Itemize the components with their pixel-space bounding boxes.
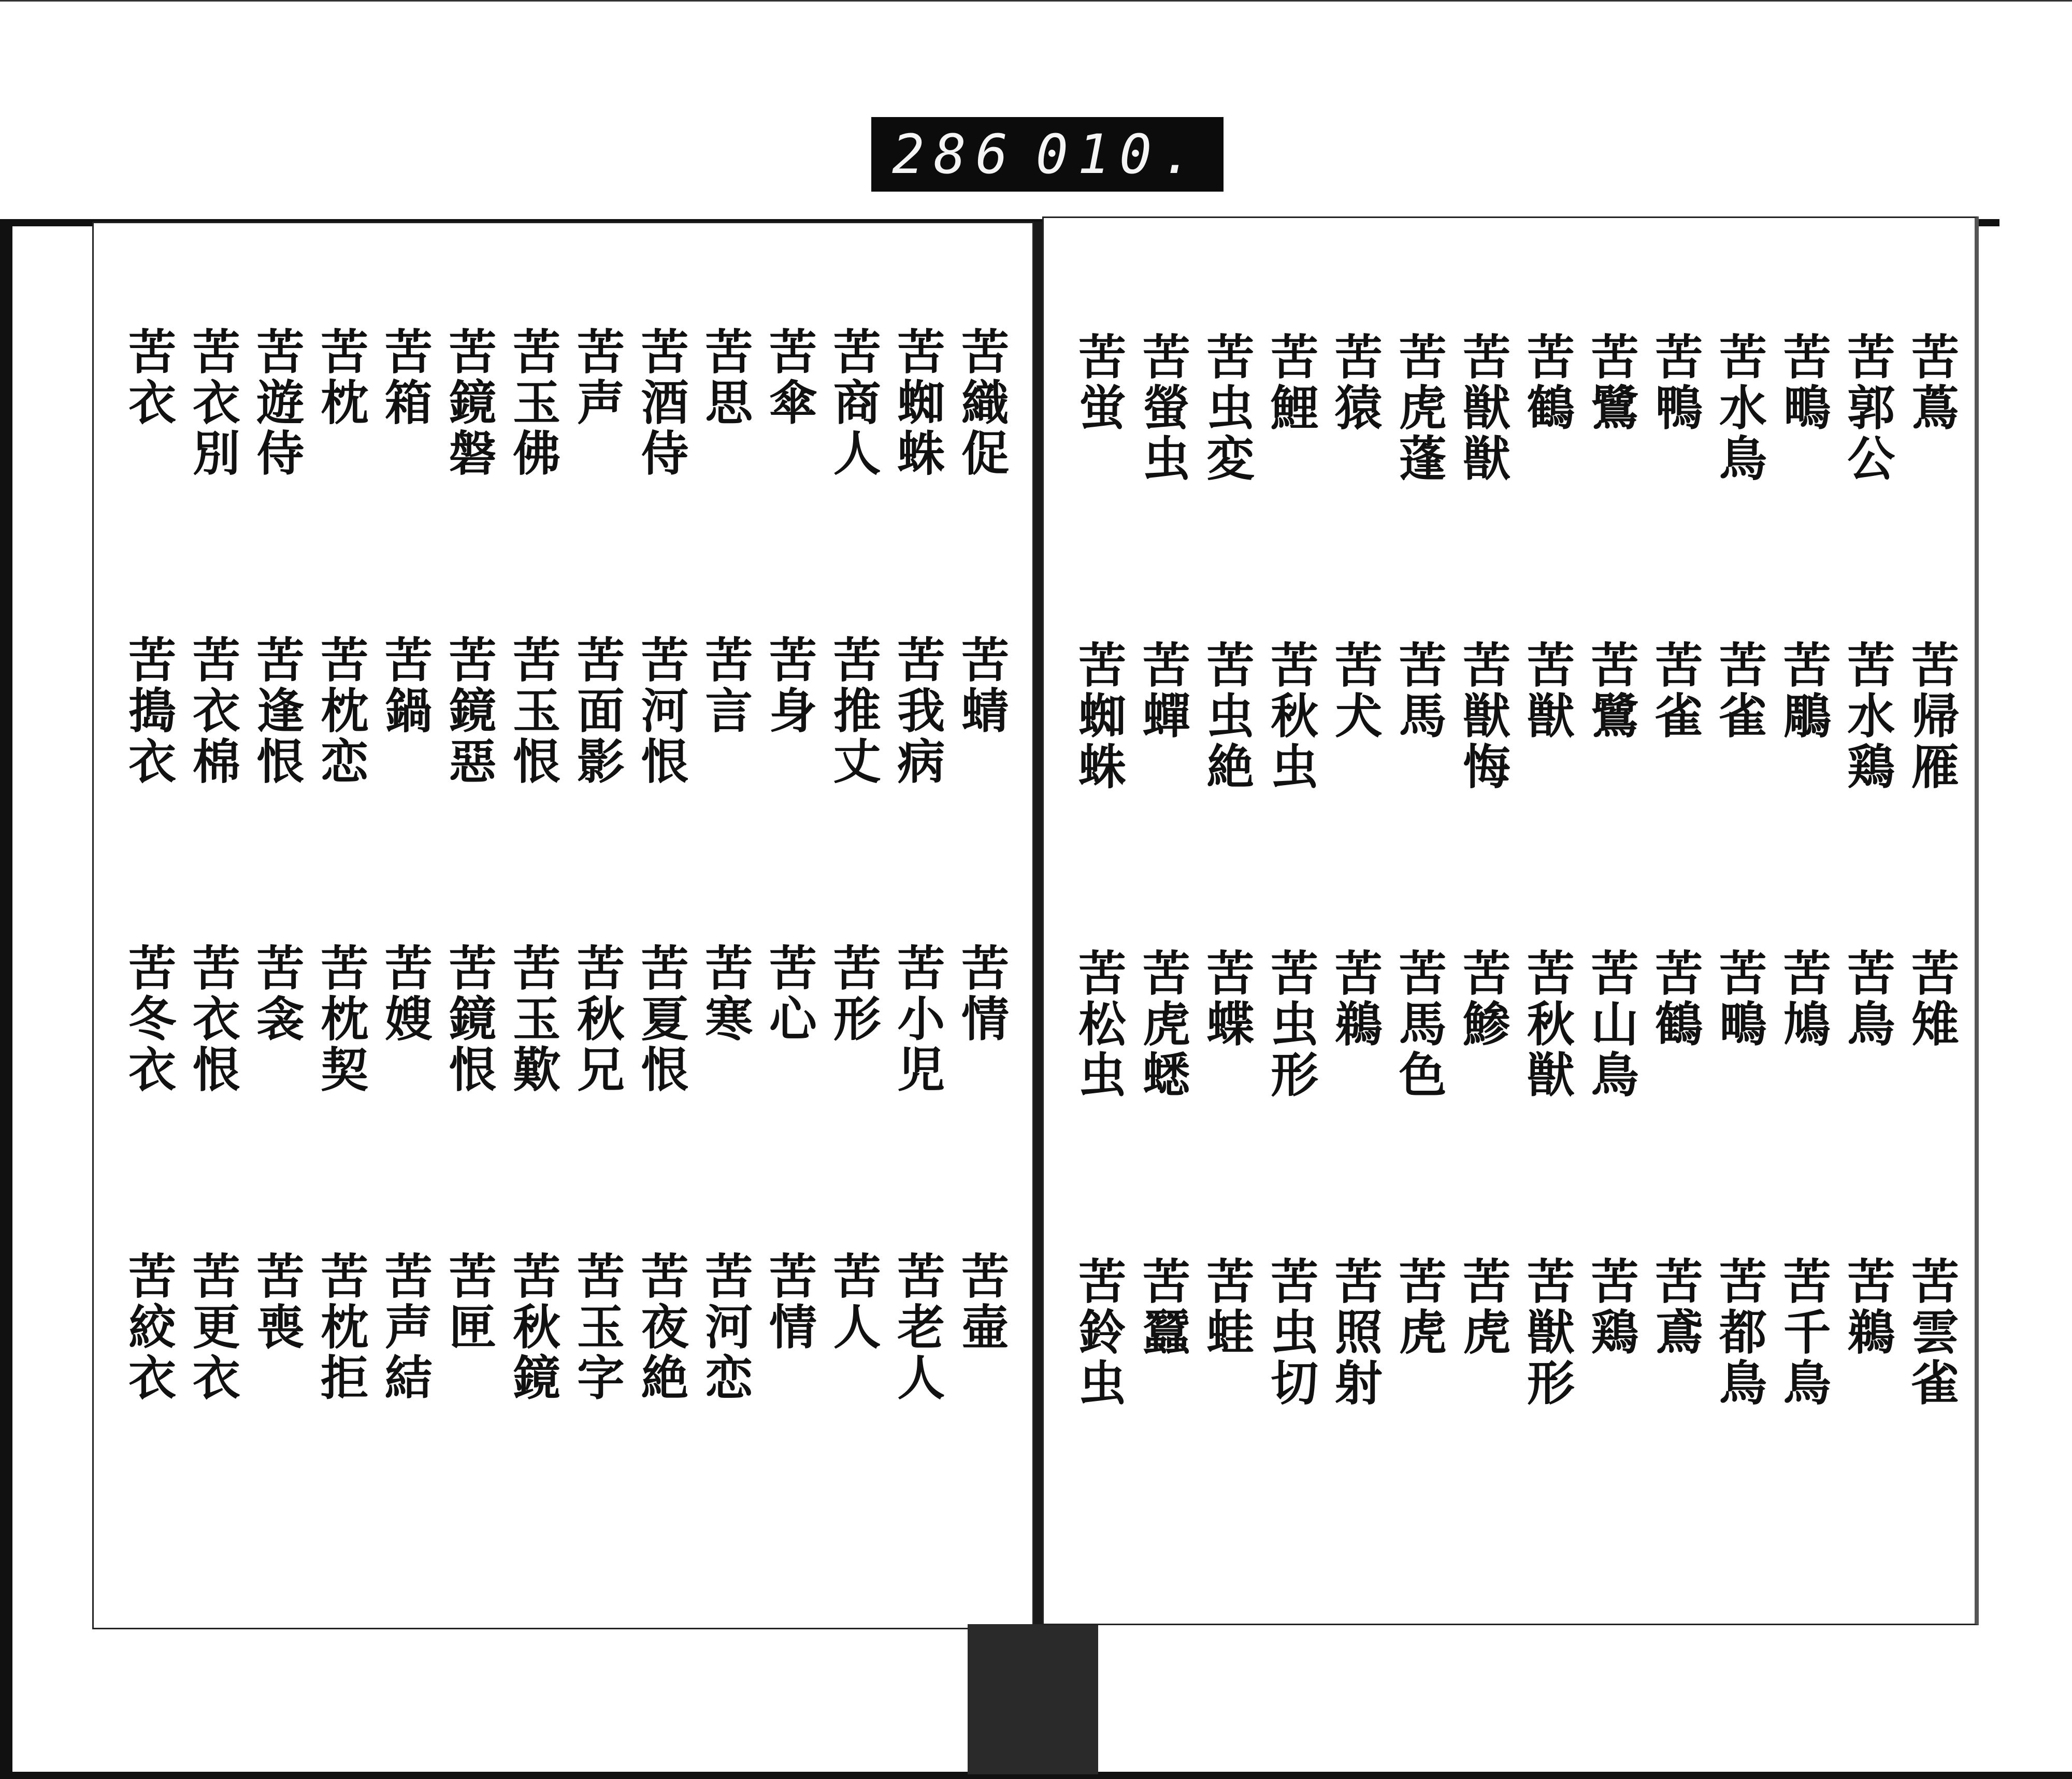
poem-topic-column: 苦傘 [761,327,817,428]
poem-topic-column: 苦水鳥 [1711,332,1767,484]
book-gutter [1034,222,1042,1625]
poem-topic-column: 苦馬色 [1391,948,1447,1101]
poem-topic-column: 苦蜘蛛 [1071,640,1127,792]
text-block-row [1071,640,1960,948]
poem-topic-column: 苦蝶 [1199,948,1255,1050]
poem-topic-column: 苦衣恨 [184,943,241,1095]
poem-topic-column: 苦更衣 [184,1251,241,1404]
poem-topic-column: 苦小児 [889,943,946,1095]
poem-topic-column: 苦雀 [1711,640,1767,742]
right-page-text-grid [1071,332,1960,1565]
poem-topic-column: 苦玉歎 [505,943,562,1095]
poem-topic-column: 苦枕契 [313,943,369,1095]
poem-topic-column: 苦虫変 [1199,332,1255,484]
poem-topic-column: 苦衣棉 [184,635,241,787]
poem-topic-column: 苦心 [761,943,817,1045]
poem-topic-column: 苦秋兄 [569,943,625,1095]
poem-topic-column: 苦虎蟋 [1134,948,1191,1101]
poem-topic-column: 苦推丈 [825,635,882,787]
poem-topic-column: 苦鏡惡 [441,635,497,787]
poem-topic-column: 苦蛙 [1199,1256,1255,1358]
poem-topic-column: 苦老人 [889,1251,946,1404]
poem-topic-column: 苦虎 [1455,1256,1512,1358]
poem-topic-column: 苦鶴 [1647,948,1704,1050]
poem-topic-column: 苦虫形 [1263,948,1319,1101]
poem-topic-column: 苦鍋 [377,635,433,736]
poem-topic-column: 苦衣 [121,327,177,428]
poem-topic-column: 苦搗衣 [121,635,177,787]
poem-topic-column: 苦玉恨 [505,635,562,787]
poem-topic-column: 苦嫂 [377,943,433,1045]
poem-topic-column: 苦都鳥 [1711,1256,1767,1409]
poem-topic-column: 苦声結 [377,1251,433,1404]
poem-topic-column: 苦箱 [377,327,433,428]
poem-topic-column: 苦枕 [313,327,369,428]
poem-topic-column: 苦言 [697,635,754,736]
poem-topic-column: 苦雲雀 [1903,1256,1960,1409]
poem-topic-column: 苦鏡恨 [441,943,497,1095]
poem-topic-column: 苦人 [825,1251,882,1353]
poem-topic-column: 苦水鶏 [1839,640,1896,792]
poem-topic-column: 苦虎 [1391,1256,1447,1358]
poem-topic-column: 苦鳥 [1839,948,1896,1050]
poem-topic-column: 苦虎蓬 [1391,332,1447,484]
poem-topic-column: 苦獣悔 [1455,640,1512,792]
poem-topic-column: 苦玉佛 [505,327,562,479]
poem-topic-column: 苦情 [953,943,1010,1045]
poem-topic-column: 苦蜘蛛 [889,327,946,479]
scan-edge [0,0,2072,2]
poem-topic-column: 苦鶏 [1583,1256,1639,1358]
poem-topic-column: 苦秋獣 [1519,948,1575,1101]
poem-topic-column: 苦鷺 [1583,332,1639,433]
microfilm-reel-number [871,117,1224,192]
poem-topic-column: 苦鴫 [1775,332,1832,433]
poem-topic-column: 苦蜻 [953,635,1010,736]
poem-topic-column: 苦織促 [953,327,1010,479]
poem-topic-column: 苦獣形 [1519,1256,1575,1409]
text-block-row [121,635,1010,943]
poem-topic-column: 苦絞衣 [121,1251,177,1404]
poem-topic-column: 苦蛍 [1071,332,1127,433]
poem-topic-column: 苦鴨 [1647,332,1704,433]
poem-topic-column: 苦思 [697,327,754,428]
poem-topic-column: 苦虫絶 [1199,640,1255,792]
poem-topic-column: 苦鷺 [1583,640,1639,742]
poem-topic-column: 苦秋鏡 [505,1251,562,1404]
text-block-row [1071,948,1960,1256]
poem-topic-column: 苦鳶 [1647,1256,1704,1358]
poem-topic-column: 苦夜絶 [633,1251,689,1404]
poem-topic-column: 苦夏恨 [633,943,689,1095]
poem-topic-column: 苦千鳥 [1775,1256,1832,1409]
poem-topic-column: 苦壷 [953,1251,1010,1353]
poem-topic-column: 苦我病 [889,635,946,787]
poem-topic-column: 苦商人 [825,327,882,479]
poem-topic-column: 苦雀 [1647,640,1704,742]
poem-topic-column: 苦鯵 [1455,948,1512,1050]
poem-topic-column: 苦枕恋 [313,635,369,787]
text-block-row [121,327,1010,635]
poem-topic-column: 苦獣 [1519,640,1575,742]
poem-topic-column: 苦獣獣 [1455,332,1512,484]
poem-topic-column: 苦声 [569,327,625,428]
scan-frame-left [0,219,12,1779]
poem-topic-column: 苦虫切 [1263,1256,1319,1409]
poem-topic-column: 苦衣別 [184,327,241,479]
poem-topic-column: 苦鶴 [1519,332,1575,433]
poem-topic-column: 苦鈴虫 [1071,1256,1127,1409]
text-block-row [1071,332,1960,640]
poem-topic-column: 苦照射 [1327,1256,1383,1409]
poem-topic-column: 苦河恨 [633,635,689,787]
poem-topic-column: 苦雉 [1903,948,1960,1050]
poem-topic-column: 苦秋虫 [1263,640,1319,792]
text-block-row [121,943,1010,1251]
poem-topic-column: 苦鵜 [1327,948,1383,1050]
poem-topic-column: 苦河恋 [697,1251,754,1404]
poem-topic-column: 苦喪 [249,1251,305,1353]
poem-topic-column: 苦螢虫 [1134,332,1191,484]
poem-topic-column: 苦馬 [1391,640,1447,742]
right-page [1042,216,1979,1625]
poem-topic-column: 苦蠶 [1134,1256,1191,1358]
poem-topic-column: 苦鏡磐 [441,327,497,479]
poem-topic-column: 苦情 [761,1251,817,1353]
poem-topic-column: 苦匣 [441,1251,497,1353]
poem-topic-column: 苦形 [825,943,882,1045]
poem-topic-column: 苦郭公 [1839,332,1896,484]
poem-topic-column: 苦逢恨 [249,635,305,787]
poem-topic-column: 苦玉字 [569,1251,625,1404]
poem-topic-column: 苦鯉 [1263,332,1319,433]
left-page [92,222,1034,1629]
poem-topic-column: 苦猿 [1327,332,1383,433]
poem-topic-column: 苦面影 [569,635,625,787]
poem-topic-column: 苦鴫 [1711,948,1767,1050]
poem-topic-column: 苦衾 [249,943,305,1045]
poem-topic-column: 苦冬衣 [121,943,177,1095]
poem-topic-column: 苦蔦 [1903,332,1960,433]
gutter-shadow [968,1624,1098,1774]
poem-topic-column: 苦身 [761,635,817,736]
poem-topic-column: 苦犬 [1327,640,1383,742]
poem-topic-column: 苦蟬 [1134,640,1191,742]
poem-topic-column: 苦帰雁 [1903,640,1960,792]
poem-topic-column: 苦寒 [697,943,754,1045]
poem-topic-column: 苦鵜 [1839,1256,1896,1358]
poem-topic-column: 苦鵰 [1775,640,1832,742]
left-page-text-grid [121,327,1010,1559]
poem-topic-column: 苦山鳥 [1583,948,1639,1101]
reel-number-right: 010. [1035,123,1203,186]
text-block-row [121,1251,1010,1559]
poem-topic-column: 苦枕拒 [313,1251,369,1404]
poem-topic-column: 苦酒侍 [633,327,689,479]
poem-topic-column: 苦鳩 [1775,948,1832,1050]
text-block-row [1071,1256,1960,1565]
poem-topic-column: 苦遊侍 [249,327,305,479]
poem-topic-column: 苦松虫 [1071,948,1127,1101]
reel-number-left: 286 [892,123,1017,186]
